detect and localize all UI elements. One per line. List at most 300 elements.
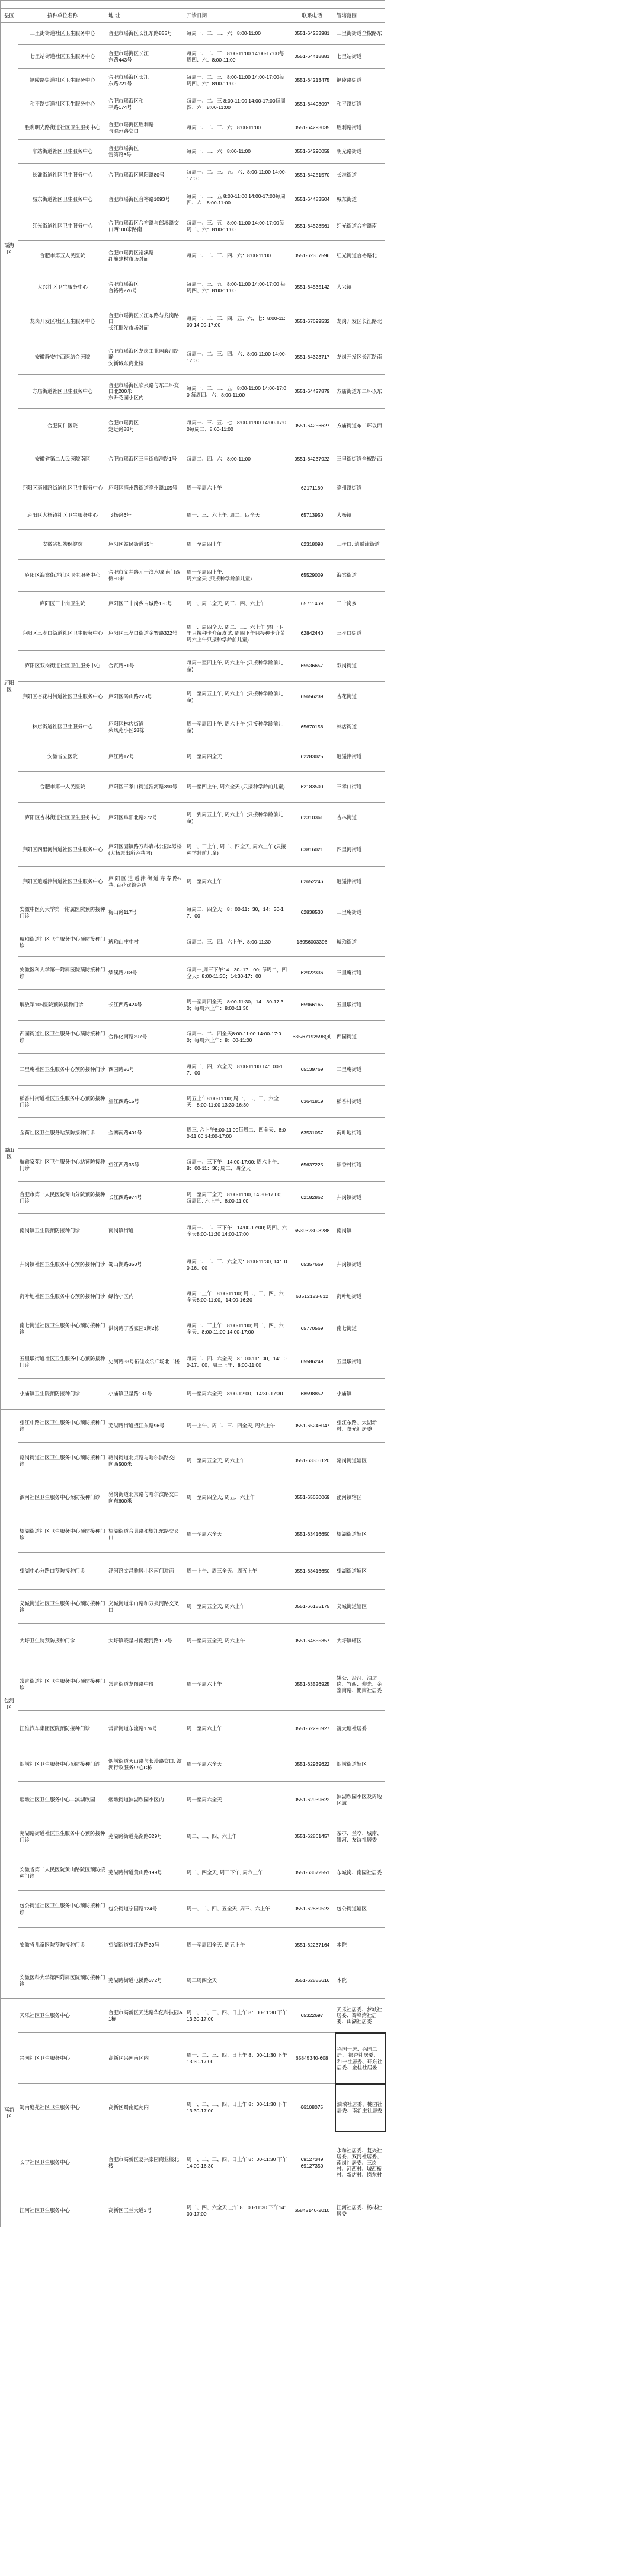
cell-area: 荷叶地街道 (335, 1118, 385, 1149)
cell-area: 五里墩街道 (335, 990, 385, 1021)
cell-area: 三里庵街道 (335, 1054, 385, 1086)
cell-date: 每周一、二、三、六：8:00-11:00 (185, 23, 289, 45)
cell-area: 淝河镇辖区 (335, 1479, 385, 1516)
right-pad-cell (385, 92, 640, 116)
table-row (1, 164, 640, 187)
right-pad-cell (385, 957, 640, 990)
table-row (1, 375, 640, 409)
cell-date: 周一至周六上午 (185, 1711, 289, 1747)
cell-date: 周一至周六上午 (185, 867, 289, 897)
right-pad-cell (385, 1818, 640, 1855)
cell-addr: 望江西路35号 (107, 1149, 185, 1182)
cell-name: 望湖中心分路口预防接种门诊 (18, 1553, 107, 1590)
cell-name: 义城街道社区卫生服务中心预防接种门诊 (18, 1590, 107, 1624)
table-row (1, 2194, 640, 2227)
cell-area: 七里站街道 (335, 45, 385, 69)
cell-area: 铜陵路街道 (335, 69, 385, 92)
right-pad-cell (385, 1312, 640, 1345)
cell-area: 义城街道辖区 (335, 1590, 385, 1624)
cell-date: 每周二，四，六全天：8:00-11:00 14：00-17：00 (185, 1054, 289, 1086)
table-row (1, 990, 640, 1021)
cell-date: 周一、周四全天, 周二、三、六上午 (周一下午只接种卡介苗皮试, 周四下午只接种卡介苗, 周六上午只接种学龄前儿童) (185, 616, 289, 651)
cell-area: 三里庵街道 (335, 897, 385, 928)
cell-area: 逍遥津街道 (335, 867, 385, 897)
cell-name: 城东街道社区卫生服务中心 (18, 187, 107, 212)
cell-area: 三里街街道全椒路西 (335, 443, 385, 475)
table-row (1, 212, 640, 241)
table-row (1, 1086, 640, 1118)
cell-name: 和平路街道社区卫生服务中心 (18, 92, 107, 116)
right-pad-cell (385, 69, 640, 92)
table-row (1, 772, 640, 803)
cell-addr: 小庙镇卫星路131号 (107, 1379, 185, 1410)
right-pad-cell (385, 1999, 640, 2033)
table-row (1, 1118, 640, 1149)
cell-tel: 62183500 (289, 772, 335, 803)
cell-area: 荷叶地街道 (335, 1281, 385, 1312)
right-pad-cell (385, 2033, 640, 2084)
cell-tel: 62842440 (289, 616, 335, 651)
cell-tel: 0551-62939622 (289, 1782, 335, 1818)
cell-area: 姚公、沿河、油坊岗、竹西、仰光、金寨南路、淝南社居委 (335, 1658, 385, 1711)
cell-area: 本院 (335, 1963, 385, 1999)
cell-name: 兴园社区卫生服务中心 (18, 2033, 107, 2084)
cell-name: 琥珀街道社区卫生服务中心预防接种门诊 (18, 928, 107, 957)
cell-name: 合肥市第一人民医院蜀山分院预防接种门诊 (18, 1182, 107, 1214)
cell-name: 铜陵路街道社区卫生服务中心 (18, 69, 107, 92)
right-pad-cell (385, 1248, 640, 1281)
table-row (1, 592, 640, 616)
right-pad-cell (385, 1782, 640, 1818)
cell-name: 江河社区卫生服务中心 (18, 2194, 107, 2227)
right-pad-cell (385, 1479, 640, 1516)
cell-addr: 庐阳区益民街道15号 (107, 530, 185, 560)
right-pad-cell (385, 116, 640, 140)
table-row (1, 45, 640, 69)
right-pad-cell (385, 803, 640, 833)
cell-name: 安徽省第二人民医院黄山路院区预防接种门诊 (18, 1855, 107, 1891)
cell-tel: 0551-64253981 (289, 23, 335, 45)
cell-name: 红光街道社区卫生服务中心 (18, 212, 107, 241)
cell-name: 安徽省儿童医院预防接种门诊 (18, 1928, 107, 1963)
cell-area: 杏花街道 (335, 682, 385, 712)
cell-tel: 0551-64535142 (289, 271, 335, 303)
table-row (1, 140, 640, 164)
cell-addr: 合肥市瑶海区长江东路855号 (107, 23, 185, 45)
cell-area: 方庙街道东二环以东 (335, 375, 385, 409)
right-pad-cell (385, 1443, 640, 1479)
cell-date: 周一上午、周三全天、周五上午 (185, 1553, 289, 1590)
table-row (1, 2084, 640, 2131)
cell-date: 周五上午8:00-11:00; 周一、二、三、六全天：8:00-11:00 13:30-16:30 (185, 1086, 289, 1118)
cell-tel: 0551-64256627 (289, 409, 335, 443)
cell-tel: 0551-65246047 (289, 1410, 335, 1443)
right-pad-cell (385, 1590, 640, 1624)
right-pad-cell (385, 616, 640, 651)
cell-addr: 骆岗街道北京路与哈尔滨路交口向东600米 (107, 1479, 185, 1516)
table-row (1, 443, 640, 475)
cell-area: 红光街道合裕路北 (335, 241, 385, 271)
cell-tel: 63816021 (289, 833, 335, 867)
right-pad-cell (385, 928, 640, 957)
cell-tel: 68598852 (289, 1379, 335, 1410)
cell-tel: 0551-63416650 (289, 1553, 335, 1590)
right-pad-cell (385, 1054, 640, 1086)
table-row (1, 1590, 640, 1624)
cell-tel: 0551-62237164 (289, 1928, 335, 1963)
cell-addr: 金寨南路401号 (107, 1118, 185, 1149)
cell-name: 天乐社区卫生服务中心 (18, 1999, 107, 2033)
table-row (1, 23, 640, 45)
header-open-date: 开诊日期 (185, 9, 289, 23)
cell-addr: 望江西路15号 (107, 1086, 185, 1118)
cell-addr: 庐 阳 区 逍 遥 津 街 道 寿 春 路5巷, 百花宾馆旁边 (107, 867, 185, 897)
table-row (1, 897, 640, 928)
cell-date: 周一至周六全天 (185, 1516, 289, 1553)
cell-addr: 芜湖路街道芜湖路329号 (107, 1818, 185, 1855)
right-pad-cell (385, 375, 640, 409)
cell-name: 庐阳区杏林街道社区卫生服务中心 (18, 803, 107, 833)
cell-date: 周三周四全天 (185, 1963, 289, 1999)
district-cell: 庐阳区 (1, 475, 18, 897)
right-pad-cell (385, 23, 640, 45)
cell-area: 烟墩街道辖区 (335, 1747, 385, 1782)
right-pad-cell (385, 897, 640, 928)
cell-tel: 65139769 (289, 1054, 335, 1086)
cell-name: 南七街道社区卫生服务中心预防接种门诊 (18, 1312, 107, 1345)
header-address: 地 址 (107, 9, 185, 23)
right-pad-cell (385, 867, 640, 897)
cell-tel: 0551-67699532 (289, 303, 335, 340)
cell-area: 红光街道合裕路南 (335, 212, 385, 241)
cell-area: 骆岗街道辖区 (335, 1443, 385, 1479)
cell-area: 本院 (335, 1928, 385, 1963)
table-row (1, 1479, 640, 1516)
cell-date: 周一至周六全天 (185, 1747, 289, 1782)
cell-date: 每周一、三、六：8:00-11:00 (185, 140, 289, 164)
cell-addr: 常青街道龙图路中段 (107, 1658, 185, 1711)
cell-addr: 庐阳区砀山路228号 (107, 682, 185, 712)
cell-name: 车站街道社区卫生服务中心 (18, 140, 107, 164)
header-jurisdiction: 管辖范围 (335, 9, 385, 23)
cell-area: 望江东路、太湖新村、曙光社居委 (335, 1410, 385, 1443)
cell-addr: 绩溪路218号 (107, 957, 185, 990)
cell-date: 周一至周三全天：8:00-11:00, 14:30-17:00; 每周四, 六上午：8:00-11:00 (185, 1182, 289, 1214)
cell-addr: 义城街道华山路和万泉河路交叉口 (107, 1590, 185, 1624)
cell-tel: 62652246 (289, 867, 335, 897)
cell-tel: 69127349 69127350 (289, 2131, 335, 2194)
cell-date: 每周一、二、三、四、五、六、七：8:00-11:00 14:00-17:00 (185, 303, 289, 340)
district-cell: 高新区 (1, 1999, 18, 2227)
cell-tel: 0551-64293035 (289, 116, 335, 140)
cell-date: 周一至周四上午, 周六全天 (只接种学龄前儿童) (185, 560, 289, 592)
table-row (1, 187, 640, 212)
right-pad-cell (385, 1516, 640, 1553)
cell-name: 合肥市第五人民医院 (18, 241, 107, 271)
cell-addr: 庐阳区林店街道 荣风苑小区28栋 (107, 712, 185, 742)
cell-date: 每周一、三、五、七：8:00-11:00 14:00-17:00每周二、8:00-11:00 (185, 409, 289, 443)
cell-addr: 常青街道东流路176号 (107, 1711, 185, 1747)
right-pad-cell (385, 1553, 640, 1590)
cell-tel: 0551-64237922 (289, 443, 335, 475)
table-row (1, 1818, 640, 1855)
cell-area: 长淮街道 (335, 164, 385, 187)
cell-area: 望湖街道辖区 (335, 1553, 385, 1590)
cell-name: 大圩卫生院预防接种门诊 (18, 1624, 107, 1658)
table-row (1, 957, 640, 990)
table-row (1, 1658, 640, 1711)
cell-area: 井岗镇街道 (335, 1182, 385, 1214)
table-row (1, 1214, 640, 1248)
cell-addr: 梅山路117号 (107, 897, 185, 928)
cell-addr: 合肥市高新区复兴家园商业楼北楼 (107, 2131, 185, 2194)
table-row (1, 69, 640, 92)
cell-tel: 65713950 (289, 501, 335, 530)
right-pad-cell (385, 682, 640, 712)
cell-name: 五里墩街道社区卫生服务中心预防接种门诊 (18, 1345, 107, 1379)
cell-addr: 合肥市高新区天达路华亿科技园A1栋 (107, 1999, 185, 2033)
cell-tel: 65770569 (289, 1312, 335, 1345)
cell-name: 庐阳区亳州路街道社区卫生服务中心 (18, 475, 107, 501)
cell-date: 周一至周五全天, 周六上午 (185, 1624, 289, 1658)
cell-addr: 合肥市瑶海区 窑湾路6号 (107, 140, 185, 164)
cell-tel: 62182862 (289, 1182, 335, 1214)
table-row (1, 2033, 640, 2084)
right-pad-cell (385, 1118, 640, 1149)
cell-date: 每周一、二、三：8:00-11:00 14:00-17:00每周四、六：8:00-11:00 (185, 45, 289, 69)
right-pad-cell (385, 475, 640, 501)
right-pad-cell (385, 45, 640, 69)
cell-addr: 合肥市瑶海区凤阳路80号 (107, 164, 185, 187)
cell-date: 周二、三、四、六上午 (185, 1818, 289, 1855)
cell-name: 南岗镇卫生院预防接种门诊 (18, 1214, 107, 1248)
cell-date: 周一至周四上午, 周六上午 (只接种学龄前儿童) (185, 712, 289, 742)
cell-addr: 合肥市瑶海区和 平路174号 (107, 92, 185, 116)
cell-addr: 飞扬路6号 (107, 501, 185, 530)
header-phone: 联系电话 (289, 9, 335, 23)
right-pad-cell (385, 443, 640, 475)
cell-date: 每周一、二、三、五：8:00-11:00 14:00-17:00 每周四、六：8:00-11:00 (185, 375, 289, 409)
cell-addr: 合肥市瑶海区 合裕路276号 (107, 271, 185, 303)
cell-name: 三里庵社区卫生服务中心预防接种门诊 (18, 1054, 107, 1086)
right-pad-cell (385, 1379, 640, 1410)
table-row (1, 530, 640, 560)
cell-name: 庐阳区海棠街道社区卫生服务中心 (18, 560, 107, 592)
right-pad-cell (385, 1747, 640, 1782)
cell-date: 每周一、三、五：8:00-11:00 14:00-17:00每周二、六：8:00-11:00 (185, 212, 289, 241)
right-pad-cell (385, 560, 640, 592)
cell-date: 每周一至四上午, 周六上午 (只接种学龄前儿童) (185, 651, 289, 682)
cell-area: 茶亭、兰亭、城南、银河、友谊社居委 (335, 1818, 385, 1855)
table-row (1, 1379, 640, 1410)
cell-name: 井岗镇社区卫生服务中心预防接种门诊 (18, 1248, 107, 1281)
right-pad-cell (385, 742, 640, 772)
cell-area: 包公街道辖区 (335, 1891, 385, 1928)
cell-tel: 63512123-812 (289, 1281, 335, 1312)
cell-tel: 0551-64323717 (289, 340, 335, 375)
cell-name: 望湖街道社区卫生服务中心预防接种门诊 (18, 1516, 107, 1553)
cell-addr: 合作化南路297号 (107, 1021, 185, 1054)
right-pad-cell (385, 1021, 640, 1054)
table-row (1, 1711, 640, 1747)
cell-date: 周一、周二全天, 周三、四、六上午 (185, 592, 289, 616)
cell-tel: 62171160 (289, 475, 335, 501)
cell-tel: 65842140-2010 (289, 2194, 335, 2227)
cell-name: 安徽省妇幼保健院 (18, 530, 107, 560)
table-row (1, 928, 640, 957)
cell-tel: 0551-64213475 (289, 69, 335, 92)
cell-addr: 合肥市瑶海区裕溪路 红旗建材市场对面 (107, 241, 185, 271)
cell-tel: 0551-66185175 (289, 1590, 335, 1624)
cell-tel: 0551-63672551 (289, 1855, 335, 1891)
cell-tel: 0551-62307596 (289, 241, 335, 271)
table-row (1, 803, 640, 833)
cell-name: 西园街道社区卫生服务中心预防接种门诊 (18, 1021, 107, 1054)
cell-addr: 庐阳区亳州路街道亳州路105号 (107, 475, 185, 501)
cell-addr: 蜀山湖路350号 (107, 1248, 185, 1281)
cell-area: 油墩社居委、桃园社居委、南新庄社居委 (335, 2084, 385, 2131)
cell-area: 龙岗开发区长江路北 (335, 303, 385, 340)
cell-date: 每周一、二、四全天8:00-11:00 14:00-17:00；每周六上午：8：00-11:00 (185, 1021, 289, 1054)
cell-area: 三里庵街道 (335, 957, 385, 990)
table-row (1, 1021, 640, 1054)
right-pad-cell (385, 1624, 640, 1658)
cell-addr: 大圩镇晓星村南淝河路107号 (107, 1624, 185, 1658)
cell-tel: 0551-64427879 (289, 375, 335, 409)
table-row (1, 560, 640, 592)
cell-tel: 62310361 (289, 803, 335, 833)
table-row (1, 2131, 640, 2194)
table-row (1, 833, 640, 867)
cell-area: 南岗镇 (335, 1214, 385, 1248)
cell-area: 大兴镇 (335, 271, 385, 303)
table-row (1, 616, 640, 651)
cell-tel: 65529009 (289, 560, 335, 592)
cell-name: 合肥同仁医院 (18, 409, 107, 443)
table-row (1, 271, 640, 303)
cell-addr: 高新区兴园南区内 (107, 2033, 185, 2084)
table-row (1, 1312, 640, 1345)
table-row (1, 1149, 640, 1182)
district-cell: 瑶海区 (1, 23, 18, 475)
cell-name: 庐阳区三孝口街道社区卫生服务中心 (18, 616, 107, 651)
cell-name: 庐阳区大杨镇社区卫生服务中心 (18, 501, 107, 530)
cell-name: 稻香村街道社区卫生服务中心预防接种门诊 (18, 1086, 107, 1118)
table-row (1, 1891, 640, 1928)
cell-name: 常青街道社区卫生服务中心预防接种门诊 (18, 1658, 107, 1711)
cell-name: 合肥市第一人民医院 (18, 772, 107, 803)
cell-date: 每周一、二、三、四、六：8:00-11:00 (185, 241, 289, 271)
table-row (1, 1182, 640, 1214)
cell-area: 胜利路街道 (335, 116, 385, 140)
table-row (1, 1999, 640, 2033)
cell-area: 稻香村街道 (335, 1086, 385, 1118)
district-cell: 蜀山区 (1, 897, 18, 1410)
cell-addr: 合肥市义井路元一滨水城 南门西侧50米 (107, 560, 185, 592)
cell-date: 每周一、二、三 8:00-11:00 14:00-17:00每周四、六：8:00-11:00 (185, 92, 289, 116)
cell-area: 天乐社居委、梦城社居委、蜀峰湾社居委、山湖社居委 (335, 1999, 385, 2033)
cell-date: 每周一、二、三：8:00-11:00 14:00-17:00每周四、六：8:00-11:00 (185, 69, 289, 92)
cell-date: 每周二、四、六：8:00-11:00 (185, 443, 289, 475)
right-pad-cell (385, 1214, 640, 1248)
cell-area: 亳州路街道 (335, 475, 385, 501)
cell-addr: 庐阳区三孝口街道淮河路390号 (107, 772, 185, 803)
cell-name: 方庙街道社区卫生服务中心 (18, 375, 107, 409)
cell-name: 芜湖路街道社区卫生服务中心预防接种门诊 (18, 1818, 107, 1855)
cell-area: 三十岗乡 (335, 592, 385, 616)
cell-tel: 65357669 (289, 1248, 335, 1281)
table-header (1, 1, 640, 23)
cell-date: 周一至周五全天, 周六上午 (185, 1590, 289, 1624)
cell-name: 安徽医科大学第四附属医院预防接种门诊 (18, 1963, 107, 1999)
table-row (1, 1345, 640, 1379)
cell-tel: 0551-64855357 (289, 1624, 335, 1658)
header-row (1, 9, 640, 23)
cell-area: 滨湖欣园小区及周边区域 (335, 1782, 385, 1818)
cell-addr: 史河路38号拓佳欢乐广场北二楼 (107, 1345, 185, 1379)
cell-date: 每周二、四全天：8：00-11：30，14：30-17：00 (185, 897, 289, 928)
table-row (1, 712, 640, 742)
cell-tel: 62283025 (289, 742, 335, 772)
cell-tel: 0551-64483504 (289, 187, 335, 212)
right-pad-cell (385, 833, 640, 867)
table-row (1, 1553, 640, 1590)
cell-addr: 合肥市瑶海区合裕路1093号 (107, 187, 185, 212)
cell-date: 周三, 六上午8:00-11:00每周二、四全天：8:00-11:00 14:00-17:00 (185, 1118, 289, 1149)
cell-date: 周一、二、三、四、日上午 8：00-11:30 下午13:30-17:00 (185, 2084, 289, 2131)
header-right-pad (385, 9, 640, 23)
cell-area: 三孝口街道 (335, 772, 385, 803)
cell-date: 周一、二、三、四、日上午 8：00-11:30 下午14:00-16:30 (185, 2131, 289, 2194)
cell-addr: 烟墩街道滨湖欣园小区内 (107, 1782, 185, 1818)
right-pad-cell (385, 592, 640, 616)
cell-name: 长淮街道社区卫生服务中心 (18, 164, 107, 187)
right-pad-cell (385, 2194, 640, 2227)
right-pad-cell (385, 1658, 640, 1711)
cell-tel: 0551-62296927 (289, 1711, 335, 1747)
cell-tel: 65670156 (289, 712, 335, 742)
cell-addr: 长江西路424号 (107, 990, 185, 1021)
cell-date: 周一、三、六上午, 周二、四全天 (185, 501, 289, 530)
right-pad-cell (385, 1149, 640, 1182)
cell-date: 周一、二、四、五全天, 周三、六上午 (185, 1891, 289, 1928)
table-row (1, 501, 640, 530)
cell-date: 周一、二、三、四、日上午 8：00-11:30 下午13:30-17:00 (185, 1999, 289, 2033)
cell-area: 林店街道 (335, 712, 385, 742)
table-row (1, 1928, 640, 1963)
right-pad-cell (385, 990, 640, 1021)
cell-addr: 合肥市瑶海区长江东路与龙岗路口 长江批发市场对面 (107, 303, 185, 340)
cell-area: 西园街道 (335, 1021, 385, 1054)
cell-tel: 0551-64251570 (289, 164, 335, 187)
cell-addr: 长江西路974号 (107, 1182, 185, 1214)
right-pad-cell (385, 1891, 640, 1928)
cell-addr: 包公街道宁国路124号 (107, 1891, 185, 1928)
right-pad-cell (385, 409, 640, 443)
table-row (1, 1855, 640, 1891)
right-pad-cell (385, 1711, 640, 1747)
cell-tel: 65656239 (289, 682, 335, 712)
cell-name: 安徽省第二人民医院南区 (18, 443, 107, 475)
cell-date: 每周一、三、五 8:00-11:00 14:00-17:00每周四、六：8:00-11:00 (185, 187, 289, 212)
cell-date: 每周一、二、三、四、六：8:00-11:00 14:00-17:00 (185, 340, 289, 375)
cell-addr: 庐江路17号 (107, 742, 185, 772)
cell-area: 琥珀街道 (335, 928, 385, 957)
cell-area: 四里河街道 (335, 833, 385, 867)
cell-tel: 0551-62869523 (289, 1891, 335, 1928)
table-row (1, 475, 640, 501)
right-pad-cell (385, 164, 640, 187)
